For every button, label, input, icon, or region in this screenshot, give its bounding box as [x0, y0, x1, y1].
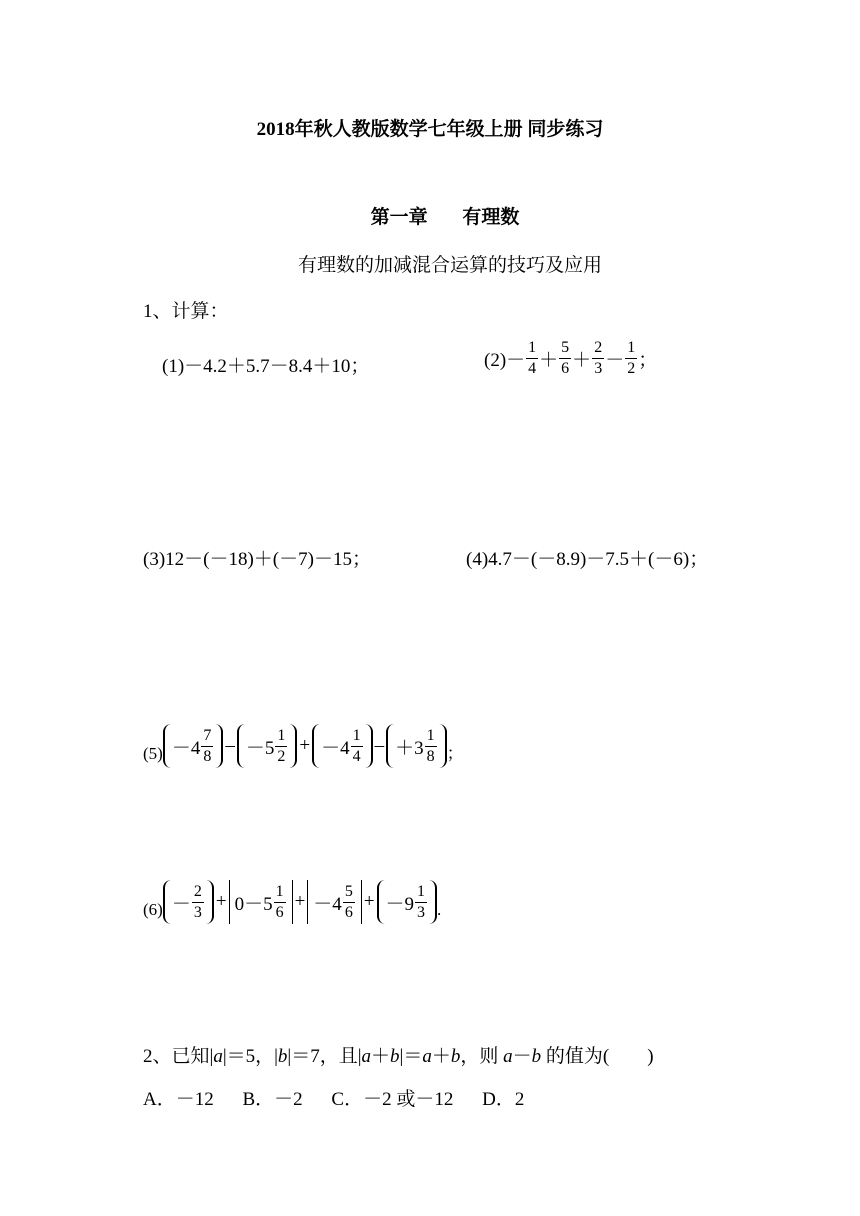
- fraction: [274, 884, 286, 921]
- term-integer: －4: [171, 737, 201, 759]
- problem-6-prefix: (6): [143, 900, 163, 919]
- numerator: 1: [425, 728, 437, 747]
- term-integer: 0－5: [234, 893, 273, 915]
- q2-text: ，则: [460, 1046, 504, 1067]
- fraction: [201, 728, 213, 765]
- var-b: b: [277, 1046, 288, 1067]
- var-b: b: [450, 1046, 461, 1067]
- operator: +: [299, 735, 311, 756]
- q2-text: ＋: [371, 1046, 391, 1067]
- option-d: D．2: [482, 1089, 525, 1110]
- operator: –: [225, 735, 235, 756]
- problem-6: [143, 880, 441, 924]
- problem-5: [143, 724, 464, 768]
- parenthesized-term: [312, 724, 373, 768]
- operator: +: [215, 891, 227, 912]
- denominator: 2: [627, 360, 636, 377]
- var-a: a: [422, 1046, 432, 1067]
- numerator: 1: [351, 728, 363, 747]
- problem-2-suffix: ；: [638, 350, 658, 371]
- q2-text: －: [512, 1046, 532, 1067]
- question-1-label: 1、计算：: [143, 301, 229, 322]
- operator: ＋: [572, 350, 592, 371]
- numerator: 2: [592, 340, 604, 359]
- denominator: 4: [352, 747, 361, 765]
- fraction: [592, 340, 604, 377]
- problem-2-prefix: (2)－: [484, 350, 526, 371]
- numerator: 1: [274, 884, 286, 903]
- numerator: 1: [625, 340, 637, 359]
- denominator: 6: [344, 903, 353, 921]
- problem-1: (1)－4.2＋5.7－8.4＋10；: [162, 356, 370, 377]
- problem-5-suffix: ；: [446, 744, 464, 763]
- fraction: [192, 884, 204, 921]
- absolute-value-term: [229, 880, 293, 924]
- option-c: C．－2 或－12: [331, 1089, 454, 1110]
- term-integer: －9: [385, 893, 415, 915]
- parenthesized-term: [163, 880, 214, 924]
- operator: ＋: [539, 350, 559, 371]
- var-a: a: [361, 1046, 372, 1067]
- problem-4: (4)4.7－(－8.9)－7.5＋(－6)；: [466, 549, 709, 570]
- denominator: 3: [417, 903, 426, 921]
- denominator: 8: [426, 747, 435, 765]
- page-title: 2018年秋人教版数学七年级上册 同步练习: [256, 119, 604, 140]
- question-2: [143, 1041, 654, 1068]
- term-integer: －5: [245, 737, 275, 759]
- term-sign: －: [171, 893, 191, 915]
- answer-options: [143, 1084, 548, 1111]
- fraction: [415, 884, 427, 921]
- numerator: 1: [415, 884, 427, 903]
- denominator: 2: [277, 747, 286, 765]
- option-a: A．－12: [143, 1089, 214, 1110]
- fraction: [351, 728, 363, 765]
- var-a: a: [213, 1046, 223, 1067]
- numerator: 2: [192, 884, 204, 903]
- numerator: 5: [559, 340, 571, 359]
- q2-text: |＝7，且|: [287, 1046, 362, 1067]
- operator: +: [363, 891, 375, 912]
- term-integer: －4: [321, 737, 350, 759]
- q2-text: |＝5，|: [222, 1046, 278, 1067]
- operator: +: [294, 891, 306, 912]
- problem-2: [484, 340, 657, 377]
- denominator: 4: [528, 360, 537, 377]
- numerator: 5: [343, 884, 355, 903]
- var-b: b: [531, 1046, 542, 1067]
- numerator: 1: [275, 728, 287, 747]
- operator: －: [605, 350, 625, 371]
- fraction: [526, 340, 538, 377]
- denominator: 6: [275, 903, 284, 921]
- section-subtitle: 有理数的加减混合运算的技巧及应用: [297, 255, 602, 276]
- denominator: 8: [203, 747, 212, 765]
- numerator: 7: [201, 728, 213, 747]
- problem-5-prefix: (5): [143, 744, 163, 763]
- parenthesized-term: [386, 724, 447, 768]
- q2-text: |＝: [399, 1046, 423, 1067]
- fraction: [425, 728, 437, 765]
- q2-text: 2、已知|: [143, 1046, 214, 1067]
- q2-text: ＋: [431, 1046, 451, 1067]
- problem-3: (3)12－(－18)＋(－7)－15；: [143, 549, 371, 570]
- option-b: B．－2: [242, 1089, 303, 1110]
- denominator: 6: [561, 360, 570, 377]
- fraction: [343, 884, 355, 921]
- denominator: 3: [594, 360, 603, 377]
- problem-6-suffix: .: [437, 900, 442, 919]
- term-integer: ＋3: [395, 737, 424, 759]
- operator: –: [374, 735, 385, 756]
- var-a: a: [503, 1046, 513, 1067]
- chapter-heading: 第一章 有理数: [370, 207, 520, 228]
- parenthesized-term: [163, 724, 224, 768]
- absolute-value-term: [307, 880, 362, 924]
- parenthesized-term: [377, 880, 438, 924]
- q2-text: 的值为( ): [541, 1046, 654, 1067]
- denominator: 3: [193, 903, 202, 921]
- numerator: 1: [526, 340, 538, 359]
- fraction: [559, 340, 571, 377]
- fraction: [275, 728, 287, 765]
- parenthesized-term: [237, 724, 298, 768]
- var-b: b: [390, 1046, 400, 1067]
- term-integer: －4: [313, 893, 342, 915]
- fraction: [625, 340, 637, 377]
